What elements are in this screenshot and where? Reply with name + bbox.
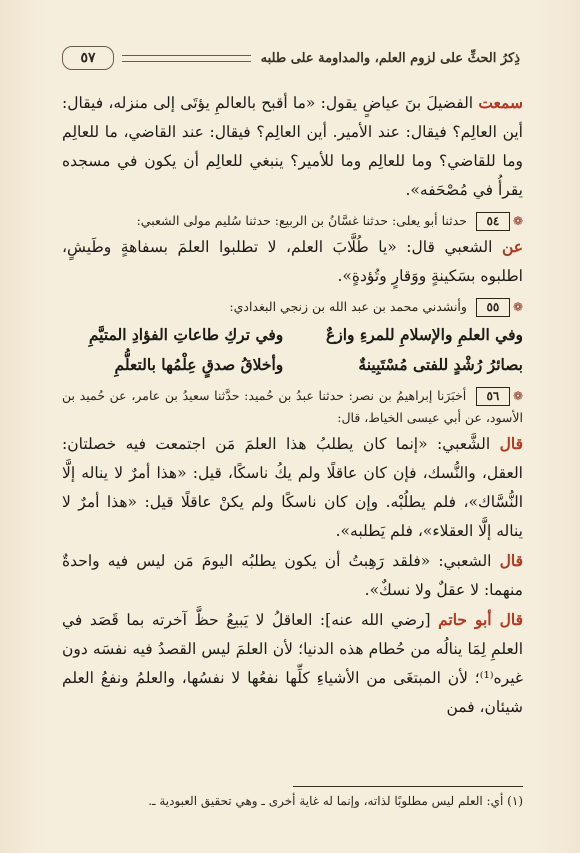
isnad-text: أخبَرَنا إبراهيمُ بن نصر: حدثنا عبدُ بن حُميد: حدَّثنا سعيدُ بن عامر، عن حُميد بن الأسود، عن أبي عيسى الخياط، قال:: [62, 388, 523, 425]
report-56: [62, 429, 523, 546]
page-number: ٥٧: [80, 50, 96, 66]
report-text: الشعبي قال: «يا طُلَّابَ العلم، لا تطلبوا العلمَ بسفاهةٍ وطَيشٍ، اطلبوه بسَكينةٍ ووَقارٍ وتُؤدةٍ».: [62, 238, 523, 285]
lead-word: قال أبو حاتم: [438, 610, 523, 629]
isnad-text: وأنشدني محمد بن عبد الله بن زنجي البغدادي:: [229, 299, 467, 314]
paragraph-abu-hatim: [62, 605, 523, 722]
verse-second-hemistich: وأخلاقُ صدقٍ عِلْمُها بالتعلُّمِ: [114, 355, 284, 374]
footnote-rule: [293, 786, 523, 787]
verse-line: [62, 350, 523, 380]
ornament-icon: ❁: [512, 214, 523, 228]
report-54: [62, 232, 523, 291]
verse-line: [62, 320, 523, 350]
running-title: ذِكرُ الحثِّ على لزوم العلم، والمداومة على طلبه: [260, 50, 520, 66]
footnote: [53, 792, 523, 810]
paragraph-text: الفضيلَ بنَ عياضٍ يقول: «ما أقبح بالعالمِ يؤتَى إلى منزله، فيقال: أين العالِم؟ فيقال: عند الأمير. أين العالِم؟ فيقال: عند القاضي، ما للعالِم وما للقاضي؟ وما للعالِم وما للأمير؟ ينبغي للعالِم أن يكون في مسجده يقرأُ في مُصْحَفه».: [62, 94, 523, 199]
report-number-box: ٥٤: [476, 212, 510, 231]
honorific: [رضي الله عنه]:: [319, 611, 431, 629]
ornament-icon: ❁: [512, 300, 523, 314]
isnad-55: [62, 296, 523, 318]
report-number-box: ٥٥: [476, 298, 510, 317]
lead-word: قال: [499, 551, 523, 570]
verse-first-hemistich: وفي العلمِ والإسلامِ للمرءِ وازعٌ: [326, 325, 523, 344]
footnote-marker: (١): [507, 794, 523, 808]
isnad-56: [62, 385, 523, 429]
verse-second-hemistich: وفي تركِ طاعاتِ الفؤادِ المتيَّمِ: [88, 325, 284, 344]
report-number-box: ٥٦: [476, 387, 510, 406]
isnad-54: [62, 210, 523, 232]
lead-word: قال: [499, 434, 523, 453]
paragraph-shabi-fear: [62, 546, 523, 605]
header-rule: [122, 55, 251, 62]
footnote-text: أي: العلم ليس مطلوبًا لذاته، وإنما له غاية أخرى ـ وهي تحقيق العبودية ـ.: [148, 794, 504, 808]
lead-word: سمعت: [478, 93, 523, 112]
poem-verses: [62, 320, 523, 380]
isnad-text: حدثنا أبو يعلى: حدثنا غسَّانُ بن الربيع: حدثنا سُليم مولى الشعبي:: [136, 213, 467, 228]
verse-first-hemistich: بصائرُ رُشْدٍ للفتى مُسْتَبِينةٌ: [358, 355, 523, 374]
ornament-icon: ❁: [512, 389, 523, 403]
page-body: [62, 88, 523, 784]
paragraph-text: العاقلُ لا يَبيعُ حظَّ آخرته بما قَصَد في العلمِ لِمَا ينالُه من حُطام هذه الدنيا؛ لأن العلمَ ليس القصدُ فيه نفسَه دون غيره⁽¹⁾؛ لأن المبتغَى من الأشياءِ كلِّها نفعُها لا نفسُها، والعلمُ ونفعُ العلم شيئان، فمن: [62, 611, 523, 716]
paragraph-text: الشعبي: «فلقد رَهِبتُ أن يكون يطلبُه اليومَ مَن ليس فيه واحدةٌ منهما: لا عقلٌ ولا نسكٌ».: [62, 552, 523, 599]
lead-word: عن: [501, 237, 523, 256]
page-number-frame-icon: [62, 46, 114, 70]
report-text: الشَّعبي: «إنما كان يطلبُ هذا العلمَ مَن اجتمعت فيه خصلتان: العقل، والنُّسك، فإن كان عاقلًا ولم يكُ ناسكًا، قيل: «هذا أمرٌ لا يناله إلَّا النُّسَّاك»، فلم يطلُبْه. وإن كان ناسكًا ولم يكنْ عاقلًا قيل: «هذا أمرٌ لا يناله إلَّا العقلاء»، فلم يَطلبه».: [62, 435, 523, 540]
paragraph-fudayl: [62, 88, 523, 205]
page-header: [62, 36, 520, 80]
